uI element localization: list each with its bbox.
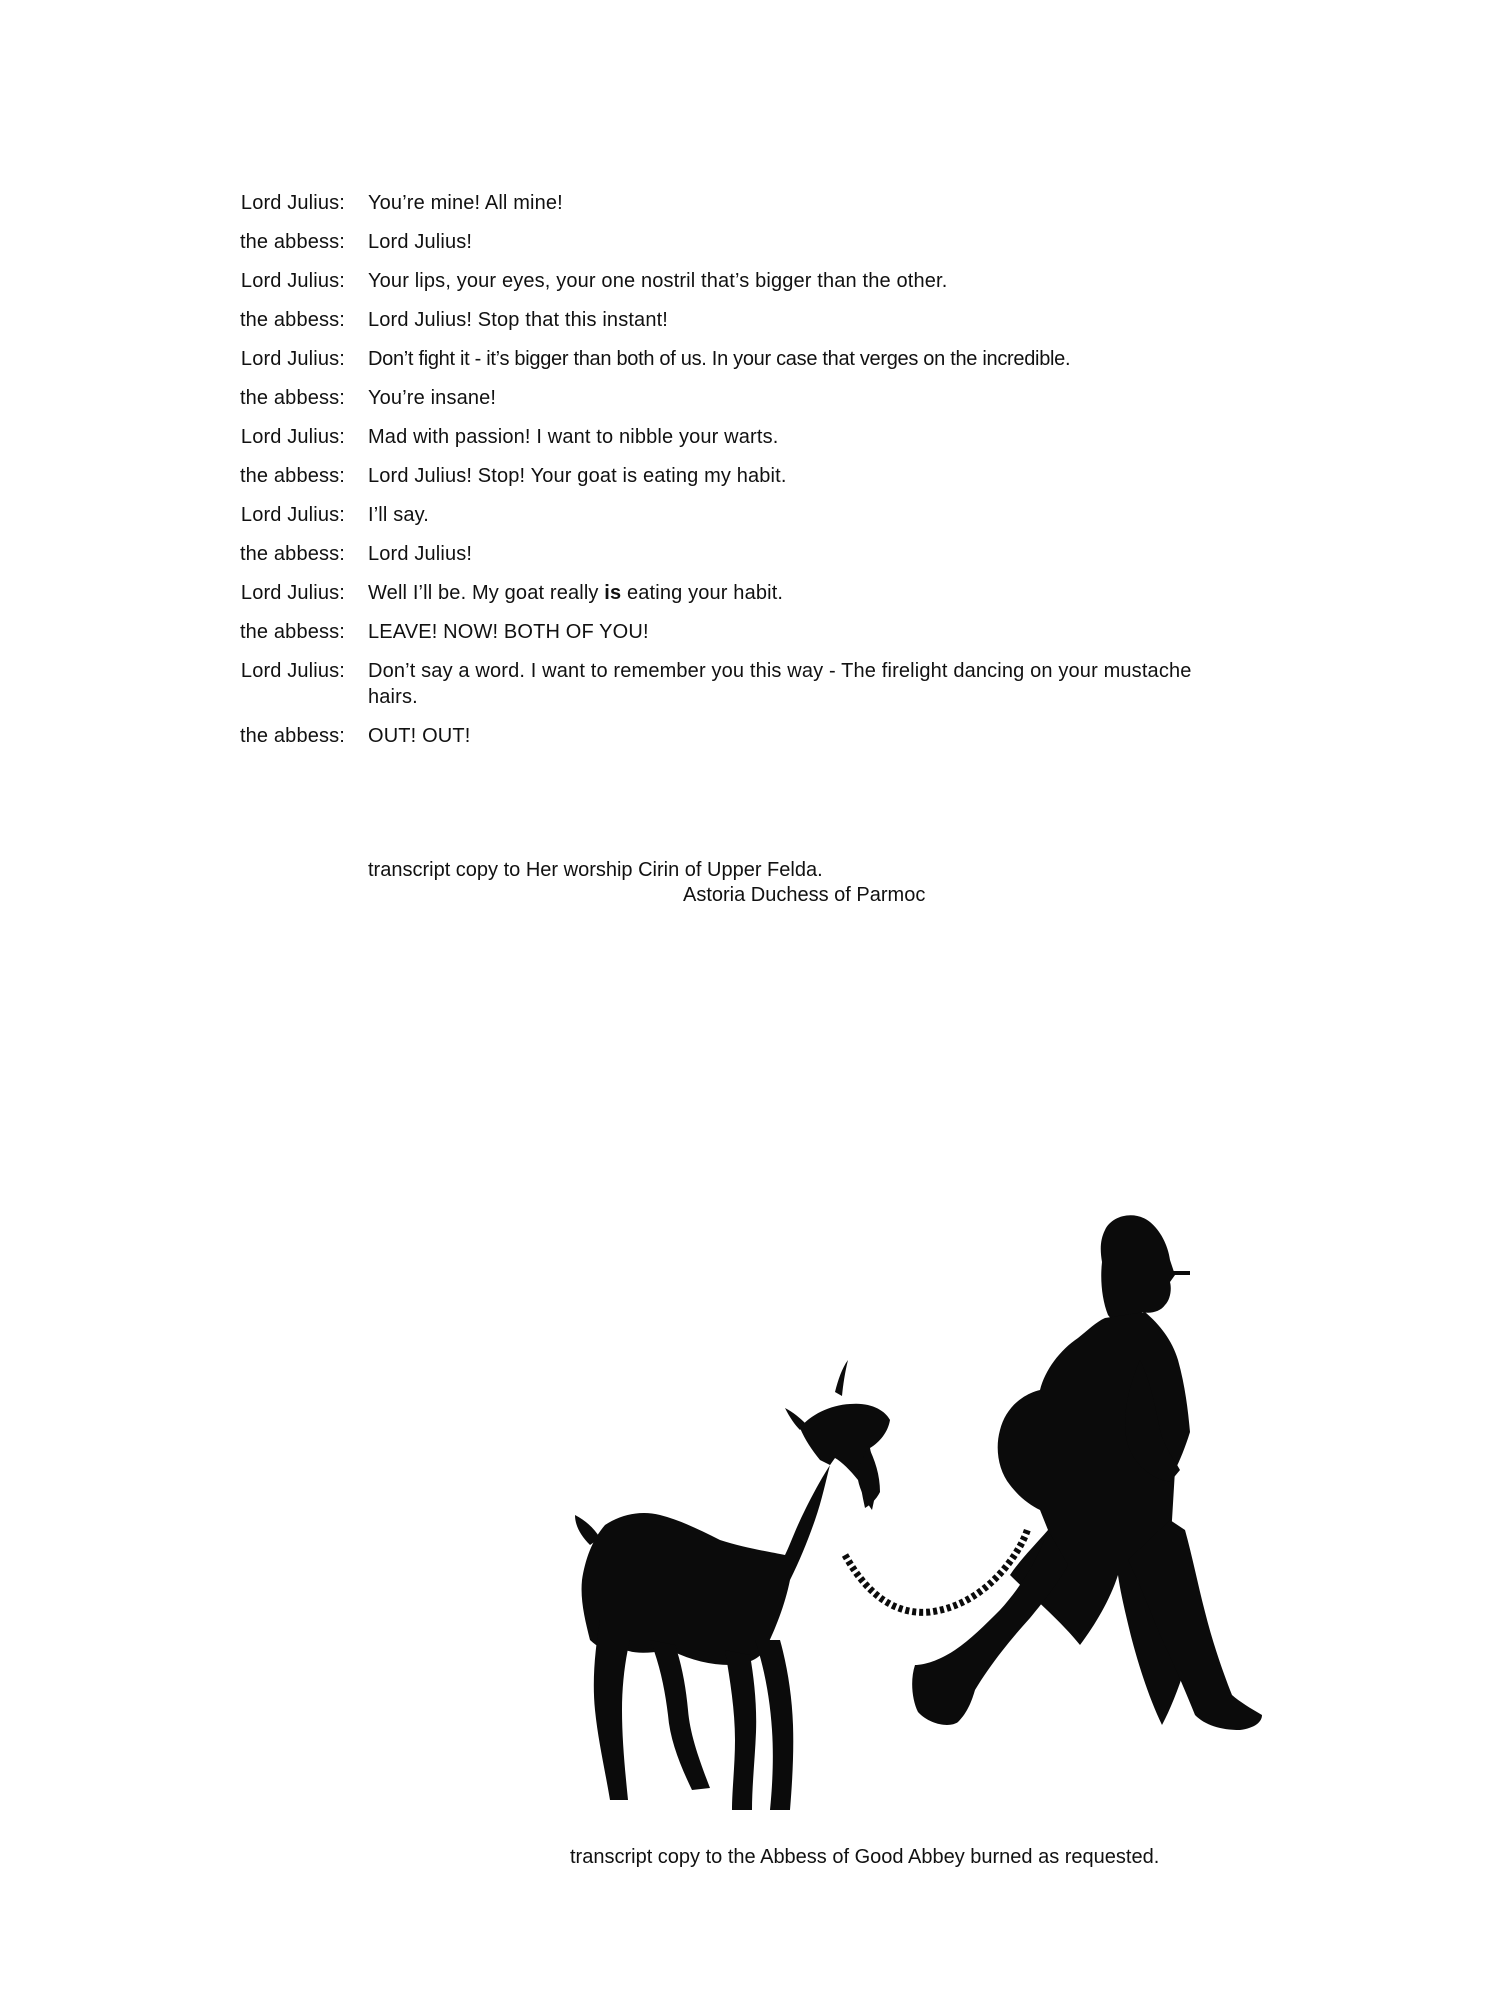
speech-text: OUT! OUT! [368,725,471,747]
speech-text: Well I’ll be. My goat really is eating your habit. [368,582,784,604]
speaker-label: the abbess: [239,387,345,409]
speaker-label: Lord Julius: [240,270,345,292]
cigarette [1168,1271,1190,1275]
goat-leg [755,1640,793,1810]
speech-text: Lord Julius! [368,543,473,565]
speaker-label: Lord Julius: [240,192,345,214]
speech-text: Lord Julius! [368,231,473,253]
speech-text: Don’t fight it - it’s bigger than both of us. In your case that verges on the incredible. [368,348,1071,370]
goat-leg [725,1650,756,1810]
speaker-label: the abbess: [239,621,345,643]
speaker-label: Lord Julius: [240,348,345,370]
speaker-label: the abbess: [239,231,345,253]
goat-horn [835,1360,848,1396]
speech-text: Your lips, your eyes, your one nostril that’s bigger than the other. [368,270,948,292]
transcript-note-abbess: transcript copy to the Abbess of Good Abbey burned as requested. [570,1846,1160,1868]
speaker-label: the abbess: [239,725,345,747]
speech-text: Lord Julius! Stop that this instant! [368,309,669,331]
speech-text: Don’t say a word. I want to remember you this way - The firelight dancing on your mustache hairs. [368,660,1192,708]
speaker-label: the abbess: [239,543,345,565]
transcript-copy-line: transcript copy to Her worship Cirin of Upper Felda. [368,859,823,881]
emphasis-text: is [604,582,622,604]
speaker-label: Lord Julius: [240,660,345,682]
goat-leg [650,1640,710,1790]
speech-text: LEAVE! NOW! BOTH OF YOU! [368,621,649,643]
speaker-label: Lord Julius: [240,426,345,448]
speaker-label: the abbess: [239,465,345,487]
man-head [1101,1215,1175,1330]
goat-tail [575,1515,600,1545]
man-torso [998,1312,1190,1725]
speaker-label: Lord Julius: [240,504,345,526]
man-back-leg [912,1530,1068,1725]
signature: Astoria Duchess of Parmoc [683,884,926,906]
speech-text: You’re insane! [368,387,497,409]
speaker-label: the abbess: [239,309,345,331]
goat-body [582,1404,890,1665]
goat-leg [594,1620,630,1800]
speech-text: I’ll say. [368,504,429,526]
speech-text: Lord Julius! Stop! Your goat is eating my habit. [368,465,787,487]
leash [845,1528,1028,1612]
speech-text: Mad with passion! I want to nibble your warts. [368,426,779,448]
speech-text: You’re mine! All mine! [368,192,563,214]
speaker-label: Lord Julius: [240,582,345,604]
